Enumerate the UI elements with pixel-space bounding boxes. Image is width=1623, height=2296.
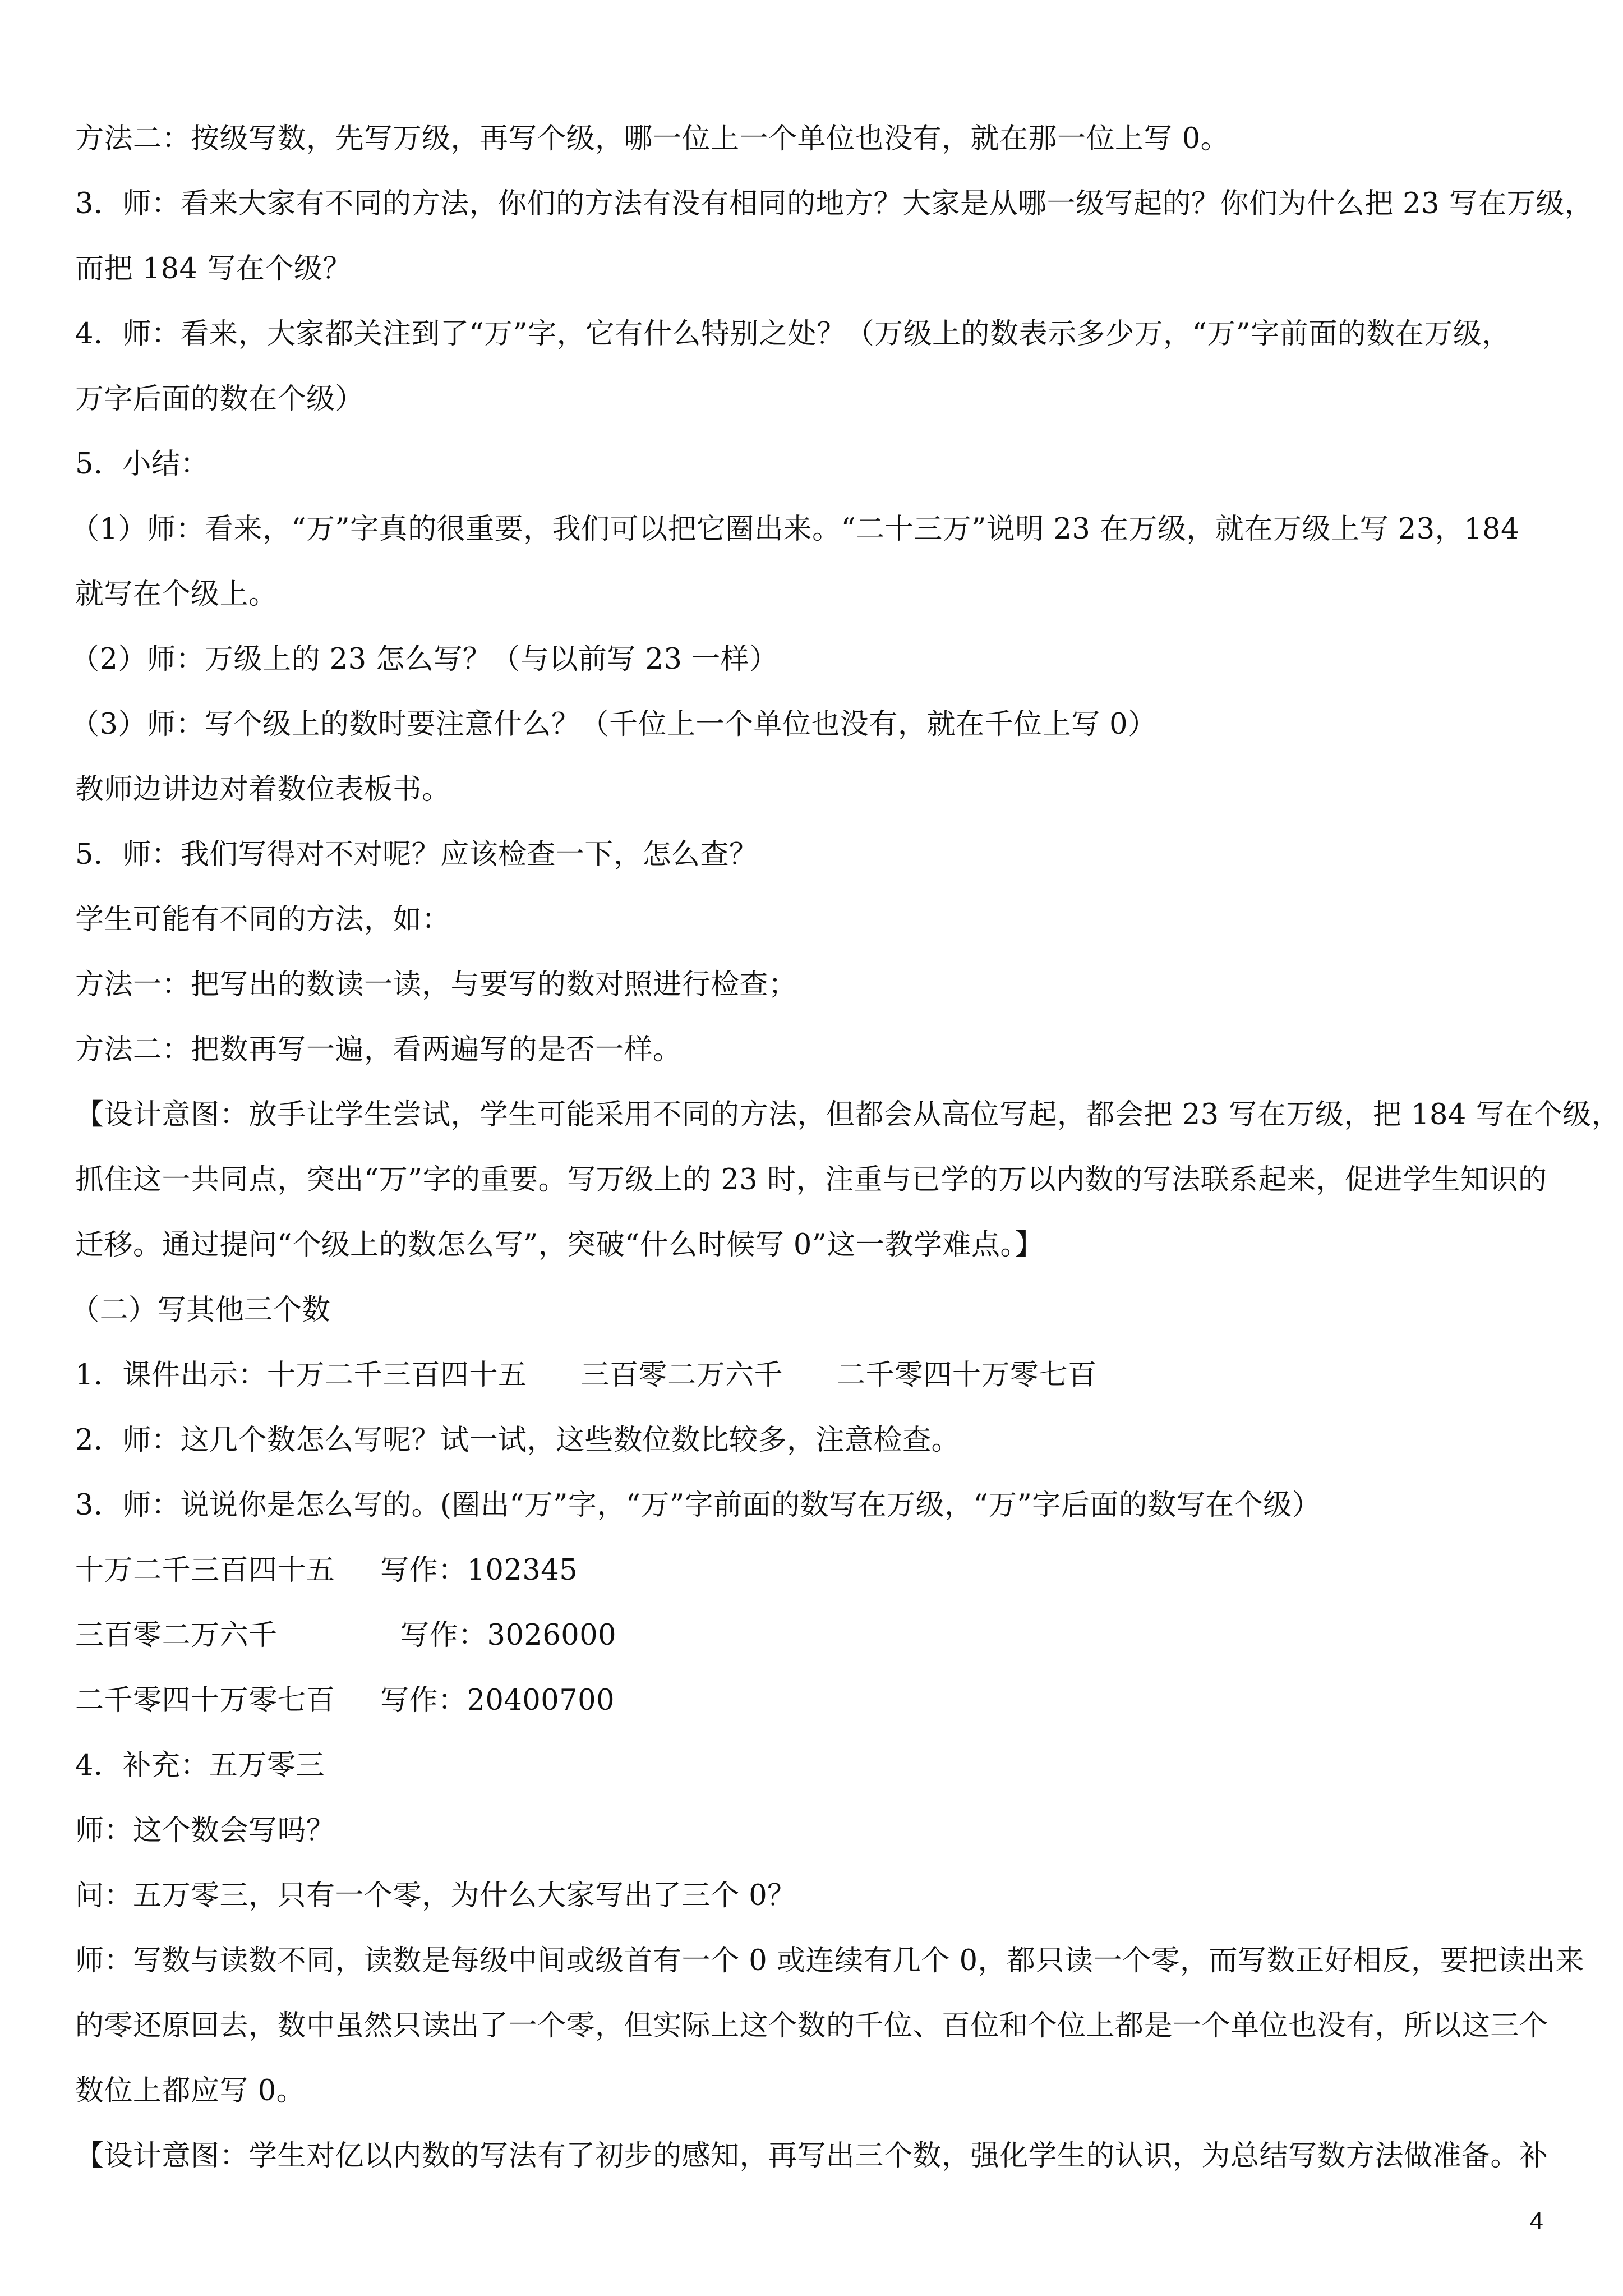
- text-line: 3．师：看来大家有不同的方法，你们的方法有没有相同的地方？大家是从哪一级写起的？你们为什么把 23 写在万级，: [75, 187, 1594, 220]
- written-number-row: [75, 1603, 1556, 1668]
- text-line: 3．师：说说你是怎么写的。(圈出“万”字，“万”字前面的数写在万级，“万”字后面的数写在个级）: [75, 1489, 1321, 1522]
- written-number-row: [75, 1538, 1556, 1603]
- text-line: 抓住这一共同点，突出“万”字的重要。写万级上的 23 时，注重与已学的万以内数的写法联系起来，促进学生知识的: [75, 1163, 1547, 1197]
- text-line: 4．补充：五万零三: [75, 1749, 325, 1782]
- page-number: 4: [1529, 2207, 1543, 2235]
- courseware-item-1: 1．课件出示：十万二千三百四十五: [75, 1359, 527, 1392]
- text-line: 问：五万零三，只有一个零，为什么大家写出了三个 0？: [75, 1879, 796, 1912]
- number-words: 二千零四十万零七百: [75, 1684, 335, 1717]
- text-line: 万字后面的数在个级）: [75, 383, 365, 416]
- number-written: 写作：102345: [380, 1554, 578, 1587]
- text-line: （2）师：万级上的 23 怎么写？（与以前写 23 一样）: [71, 643, 778, 676]
- text-line: 迁移。通过提问“个级上的数怎么写”，突破“什么时候写 0”这一教学难点。】: [75, 1228, 1044, 1262]
- number-written: 写作：3026000: [400, 1619, 617, 1652]
- text-line: 方法二：按级写数，先写万级，再写个级，哪一位上一个单位也没有，就在那一位上写 0。: [75, 122, 1230, 155]
- text-line: 教师边讲边对着数位表板书。: [75, 773, 451, 806]
- text-line: 方法一：把写出的数读一读，与要写的数对照进行检查；: [75, 968, 797, 1001]
- number-written: 写作：20400700: [380, 1684, 615, 1717]
- text-line: 师：写数与读数不同，读数是每级中间或级首有一个 0 或连续有几个 0，都只读一个零，而写数正好相反，要把读出来: [75, 1944, 1585, 1977]
- courseware-numbers-line: [75, 1343, 1556, 1408]
- text-line: 5．小结：: [75, 448, 209, 481]
- text-line: 的零还原回去，数中虽然只读出了一个零，但实际上这个数的千位、百位和个位上都是一个单位也没有，所以这三个: [75, 2009, 1548, 2042]
- text-line: 4．师：看来，大家都关注到了“万”字，它有什么特别之处？（万级上的数表示多少万，“万”字前面的数在万级，: [75, 318, 1511, 351]
- courseware-item-3: 二千零四十万零七百: [836, 1359, 1097, 1392]
- document-body: [71, 107, 1621, 2189]
- design-intent-paragraph: 【设计意图：学生对亿以内数的写法有了初步的感知，再写出三个数，强化学生的认识，为总结写数方法做准备。补: [75, 2139, 1548, 2173]
- number-words: 三百零二万六千: [75, 1619, 278, 1652]
- text-line: （1）师：看来，“万”字真的很重要，我们可以把它圈出来。“二十三万”说明 23 在万级，就在万级上写 23，184: [71, 513, 1520, 546]
- section-heading: （二）写其他三个数: [71, 1294, 331, 1327]
- text-line: 5．师：我们写得对不对呢？应该检查一下，怎么查？: [75, 838, 758, 871]
- written-number-row: [75, 1668, 1556, 1733]
- text-line: 而把 184 写在个级？: [75, 252, 352, 286]
- design-intent-paragraph: 【设计意图：放手让学生尝试，学生可能采用不同的方法，但都会从高位写起，都会把 23 写在万级，把 184 写在个级，: [75, 1098, 1621, 1131]
- text-line: 方法二：把数再写一遍，看两遍写的是否一样。: [75, 1033, 682, 1066]
- text-line: 学生可能有不同的方法，如：: [75, 903, 451, 936]
- text-line: （3）师：写个级上的数时要注意什么？（千位上一个单位也没有，就在千位上写 0）: [71, 708, 1157, 741]
- text-line: 师：这个数会写吗？: [75, 1814, 335, 1847]
- text-line: 数位上都应写 0。: [75, 2074, 306, 2108]
- courseware-item-2: 三百零二万六千: [580, 1359, 783, 1392]
- text-line: 2．师：这几个数怎么写呢？试一试，这些数位数比较多，注意检查。: [75, 1424, 960, 1457]
- text-line: 就写在个级上。: [75, 578, 278, 611]
- number-words: 十万二千三百四十五: [75, 1554, 335, 1587]
